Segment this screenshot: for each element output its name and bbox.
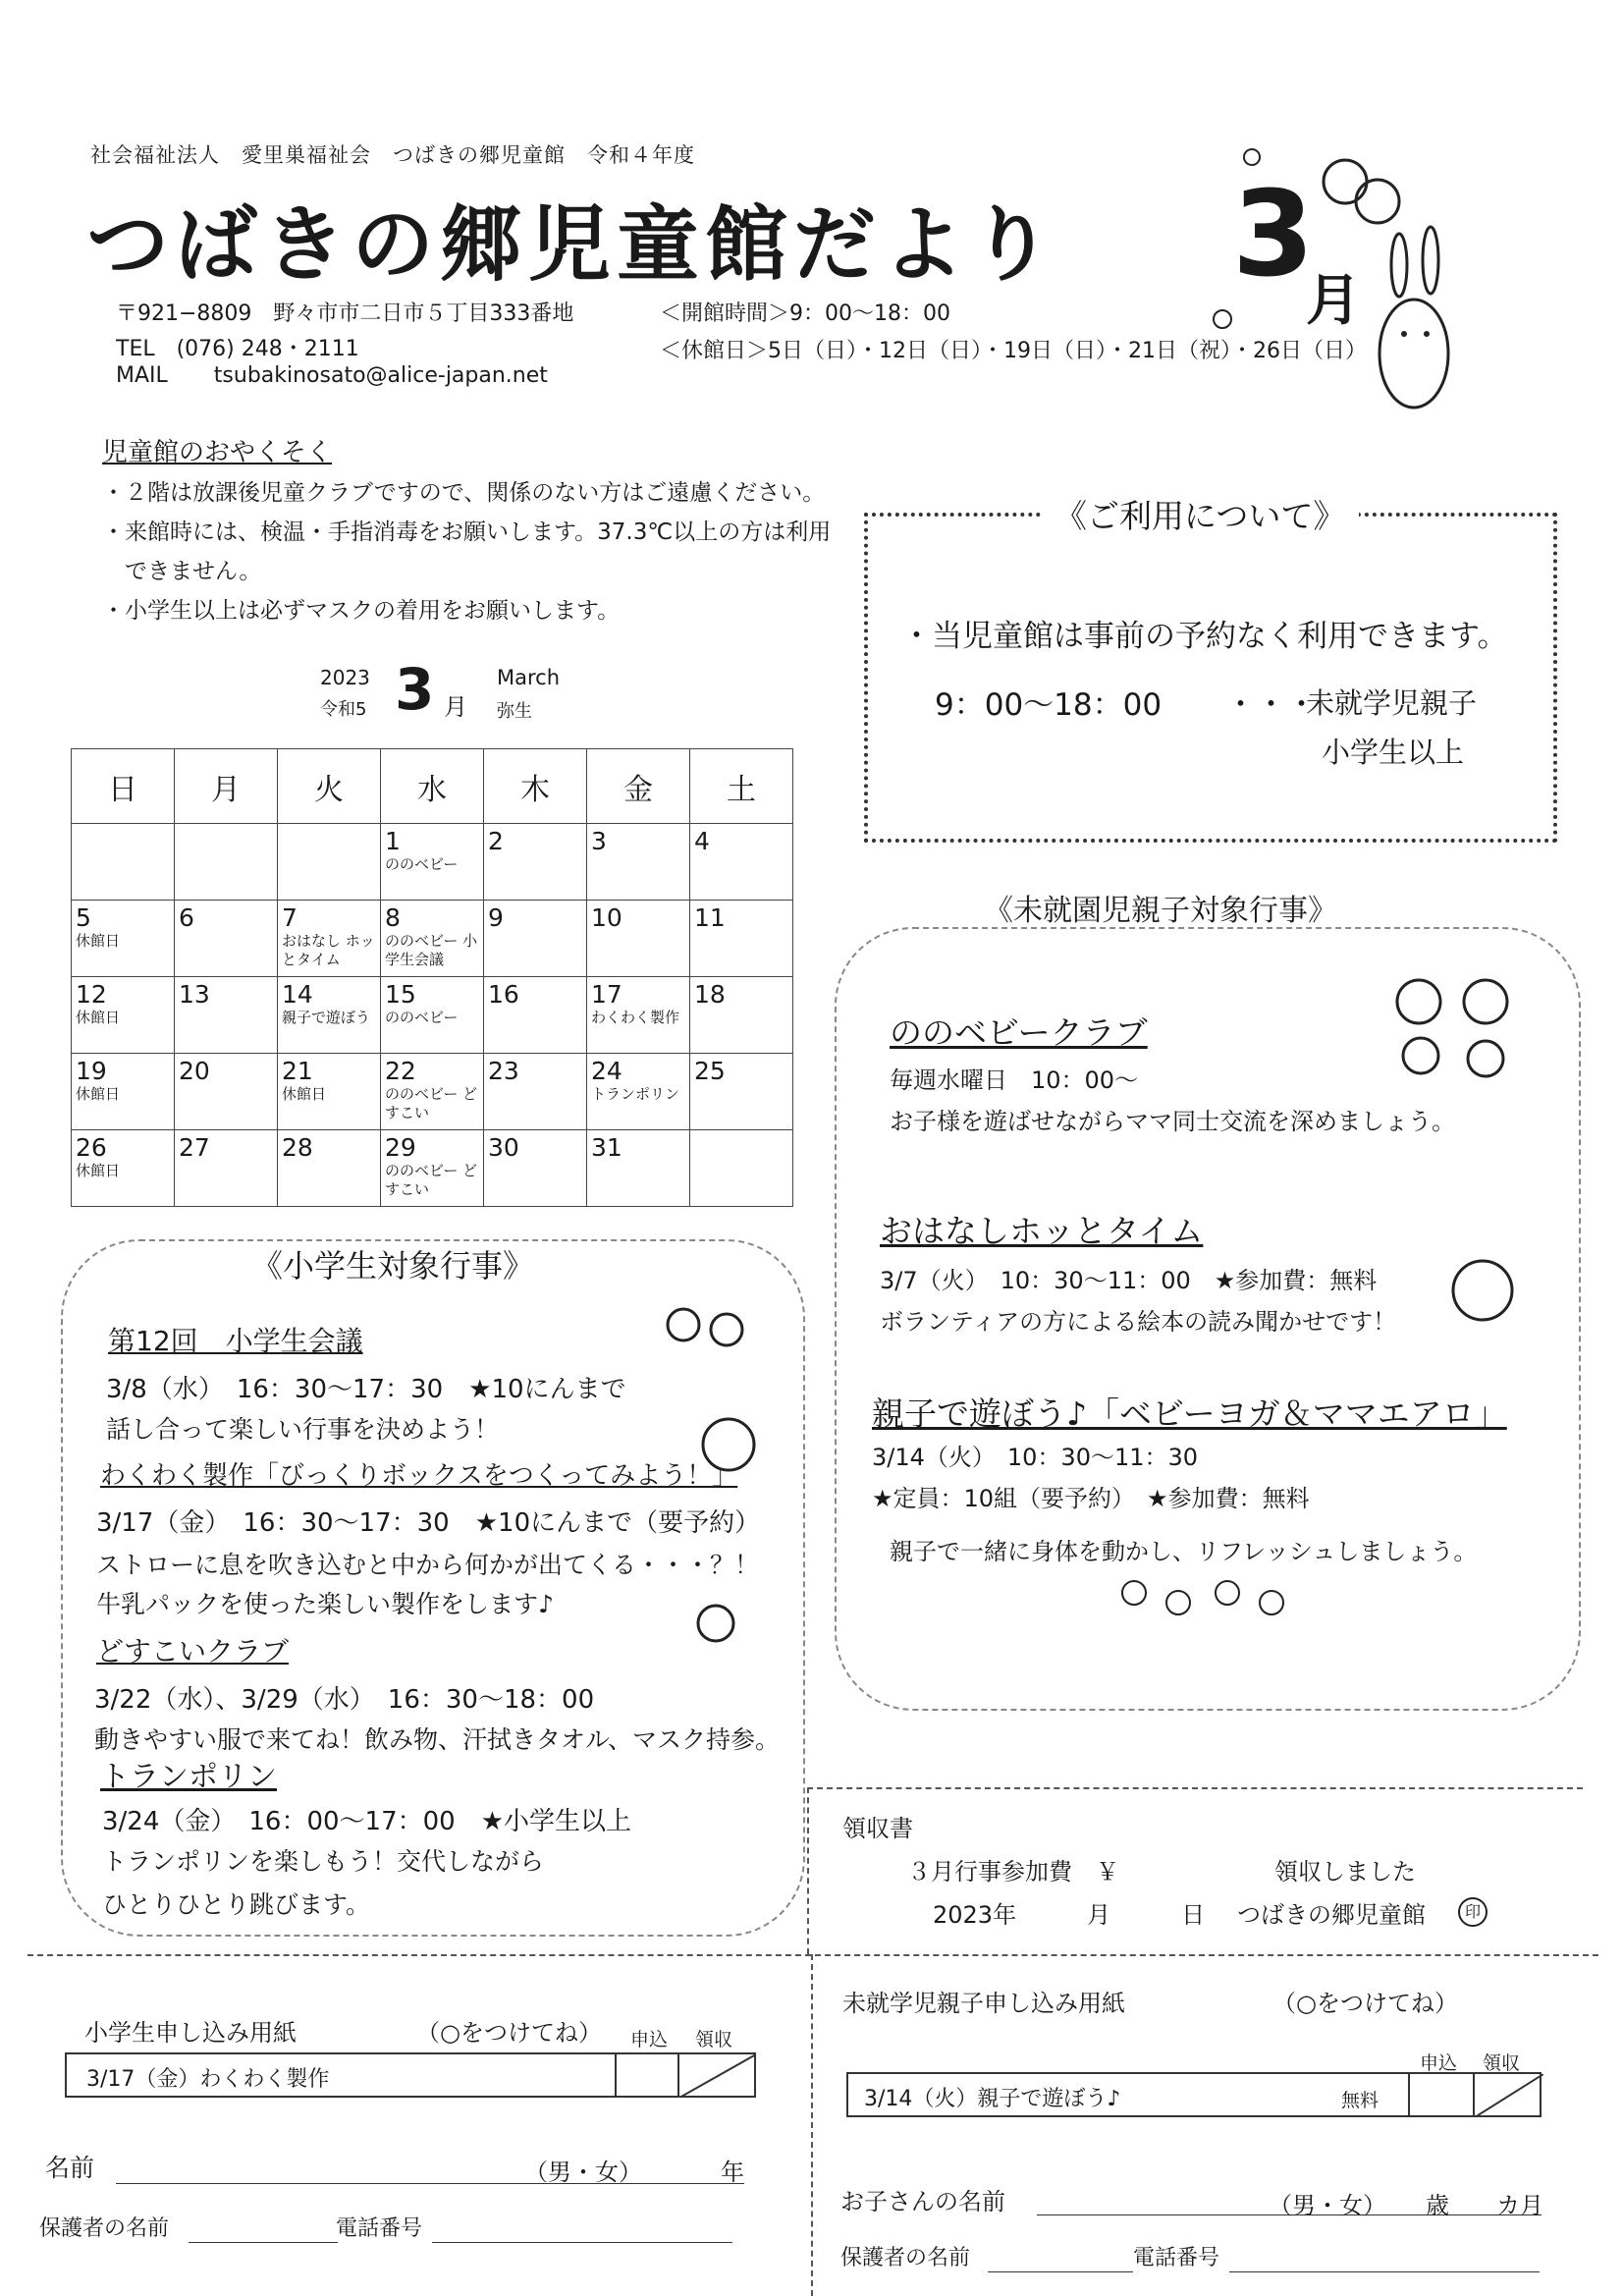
day-number: 22	[385, 1057, 416, 1085]
event-detail: トランポリンを楽しもう！交代しながら	[102, 1847, 545, 1876]
elementary-form-note: （○をつけてね）	[416, 2019, 602, 2047]
event-detail: ストローに息を吹き込むと中から何かが出てくる・・・？！	[96, 1551, 760, 1579]
event-dosukoi: どすこいクラブ	[96, 1635, 290, 1667]
day-number: 1	[385, 827, 401, 855]
day-number: 13	[179, 980, 210, 1009]
day-cell	[484, 824, 587, 901]
event-detail: 親子で一緒に身体を動かし、リフレッシュしましょう。	[890, 1538, 1478, 1565]
day-cell	[278, 1054, 381, 1130]
day-event: ののベビー	[385, 855, 459, 873]
form-guardian-field[interactable]	[988, 2251, 1133, 2272]
weekday-sat: 土	[690, 749, 793, 824]
day-event: わくわく製作	[591, 1009, 680, 1026]
event-detail: 3/14（火） 10：30〜11：30	[872, 1444, 1199, 1471]
weekday-wed: 水	[381, 749, 484, 824]
receipt-received: 領収しました	[1274, 1858, 1416, 1886]
day-cell	[484, 1130, 587, 1207]
calendar-table	[71, 748, 793, 1207]
day-event: 親子で遊ぼう	[282, 1009, 371, 1026]
newsletter-title: つばきの郷児童館だより	[86, 196, 1059, 293]
day-cell	[175, 1130, 278, 1207]
rule-item: ・２階は放課後児童クラブですので、関係のない方はご遠慮ください。	[102, 480, 826, 506]
day-cell	[484, 1054, 587, 1130]
month-number: 3	[1232, 167, 1315, 303]
organization-line: 社会福祉法人 愛里巣福祉会 つばきの郷児童館 令和４年度	[90, 143, 695, 167]
form-phone-label: 電話番号	[336, 2216, 423, 2241]
day-event: 休館日	[282, 1085, 327, 1103]
day-cell	[175, 1054, 278, 1130]
receipt-cut-line-vertical	[807, 1787, 809, 1954]
calendar-month-old: 弥生	[497, 701, 532, 722]
day-cell	[690, 901, 793, 977]
event-detail: お子様を遊ばせながらママ同士交流を深めましょう。	[890, 1108, 1455, 1135]
day-number: 17	[591, 980, 622, 1009]
day-cell	[278, 977, 381, 1054]
calendar-month-kanji: 月	[444, 693, 467, 721]
weekday-fri: 金	[587, 749, 690, 824]
form-event-fee: 無料	[1341, 2090, 1380, 2111]
form-apply-col: 申込	[1420, 2052, 1458, 2074]
day-number: 3	[591, 827, 607, 855]
event-detail: 3/7（火） 10：30〜11：00 ★参加費：無料	[880, 1267, 1378, 1294]
week-row	[72, 1130, 793, 1207]
day-event: 休館日	[76, 1085, 121, 1103]
form-gender[interactable]: （男・女）	[524, 2159, 642, 2186]
day-number: 6	[179, 903, 194, 932]
week-row	[72, 977, 793, 1054]
hina-rabbit-illustration-icon	[1203, 137, 1468, 422]
day-cell	[72, 901, 175, 977]
receipt-fee-label: ３月行事参加費 ￥	[907, 1858, 1119, 1886]
day-cell	[587, 901, 690, 977]
day-cell	[278, 1130, 381, 1207]
day-cell	[587, 1054, 690, 1130]
day-number: 28	[282, 1133, 313, 1162]
day-cell	[381, 977, 484, 1054]
day-cell	[72, 977, 175, 1054]
day-number: 30	[488, 1133, 519, 1162]
day-number: 14	[282, 980, 313, 1009]
preschool-form-note: （○をつけてね）	[1272, 1990, 1458, 2017]
receipt-issuer: つばきの郷児童館	[1237, 1901, 1426, 1929]
day-event: ののベビー どすこい	[385, 1162, 478, 1198]
usage-target-preschool: 未就学児親子	[1306, 686, 1478, 720]
form-guardian-label: 保護者の名前	[39, 2216, 170, 2241]
form-phone-label: 電話番号	[1133, 2246, 1220, 2270]
day-cell	[381, 824, 484, 901]
day-number: 21	[282, 1057, 313, 1085]
form-child-name-label: お子さんの名前	[840, 2188, 1005, 2215]
day-number: 12	[76, 980, 107, 1009]
event-detail: ★定員：10組（要予約） ★参加費：無料	[872, 1485, 1310, 1512]
day-number: 16	[488, 980, 519, 1009]
day-cell	[381, 901, 484, 977]
event-trampoline: トランポリン	[100, 1760, 277, 1794]
day-number: 5	[76, 903, 91, 932]
cut-line-vertical	[811, 1954, 813, 2296]
rule-item: ・来館時には、検温・手指消毒をお願いします。37.3℃以上の方は利用	[102, 519, 832, 545]
day-event: 休館日	[76, 932, 121, 950]
day-cell	[175, 824, 278, 901]
mail-label: MAIL	[116, 363, 168, 388]
usage-time: 9：00〜18：00	[935, 687, 1163, 723]
rule-item: できません。	[102, 559, 262, 584]
telephone: TEL (076) 248・2111	[116, 337, 359, 361]
day-event: おはなし ホッとタイム	[282, 932, 375, 968]
receipt-cut-line	[807, 1787, 1583, 1789]
rules-heading: 児童館のおやくそく	[102, 438, 333, 467]
event-detail: 動きやすい服で来てね！飲み物、汗拭きタオル、マスク持参。	[94, 1725, 781, 1754]
day-cell	[484, 977, 587, 1054]
week-row	[72, 824, 793, 901]
day-number: 15	[385, 980, 416, 1009]
usage-target-elementary: 小学生以上	[1322, 736, 1465, 769]
day-event: ののベビー 小学生会議	[385, 932, 478, 968]
rules-list	[102, 473, 868, 630]
calendar-month: 3	[395, 656, 435, 723]
day-number: 8	[385, 903, 401, 932]
day-event: 休館日	[76, 1162, 121, 1179]
day-number: 25	[694, 1057, 726, 1085]
form-apply-col: 申込	[630, 2029, 669, 2050]
form-name-field[interactable]	[116, 2160, 744, 2184]
day-number: 18	[694, 980, 726, 1009]
weekday-thu: 木	[484, 749, 587, 824]
event-children-meeting: 第12回 小学生会議	[108, 1325, 363, 1357]
elementary-section-title: 《小学生対象行事》	[251, 1247, 535, 1285]
day-number: 23	[488, 1057, 519, 1085]
day-number: 27	[179, 1133, 210, 1162]
event-detail: 毎週水曜日 10：00〜	[890, 1066, 1139, 1094]
day-cell	[278, 901, 381, 977]
day-event: トランポリン	[591, 1085, 680, 1103]
form-age: 歳 カ月	[1426, 2192, 1543, 2219]
day-number: 31	[591, 1133, 622, 1162]
usage-info-title: 《ご利用について》	[1041, 491, 1359, 537]
mail-address[interactable]: tsubakinosato@alice-japan.net	[213, 363, 548, 388]
day-cell	[381, 1130, 484, 1207]
day-cell	[175, 901, 278, 977]
form-grade: 年	[721, 2159, 744, 2186]
day-cell	[72, 824, 175, 901]
form-phone-field[interactable]	[1229, 2251, 1540, 2272]
usage-info-line: ・当児童館は事前の予約なく利用できます。	[901, 619, 1508, 654]
event-wakuwaku: わくわく製作「びっくりボックスをつくってみよう！」	[100, 1461, 738, 1491]
form-gender[interactable]: （男・女）	[1269, 2192, 1386, 2219]
calendar-year: 2023	[320, 666, 370, 689]
form-apply-checkbox[interactable]	[630, 2052, 670, 2098]
day-number: 7	[282, 903, 298, 932]
preschool-form-title: 未就学児親子申し込み用紙	[842, 1990, 1125, 2017]
week-row	[72, 1054, 793, 1130]
event-detail: 話し合って楽しい行事を決めよう！	[106, 1415, 500, 1444]
storyteller-illustration-icon	[1445, 1253, 1520, 1332]
parent-child-illustration-icon	[1380, 972, 1527, 1100]
children-illustration-icon	[656, 1300, 764, 1398]
form-guardian-label: 保護者の名前	[840, 2246, 971, 2270]
day-number: 10	[591, 903, 622, 932]
calendar-month-en: March	[497, 666, 561, 689]
seal-stamp-icon: 印	[1458, 1897, 1488, 1927]
event-ohanashi: おはなしホッとタイム	[880, 1212, 1204, 1250]
form-apply-checkbox[interactable]	[1408, 2072, 1469, 2117]
event-detail: ひとりひとり跳びます。	[102, 1890, 371, 1919]
event-detail: 3/22（水）、3/29（水） 16：30〜18：00	[94, 1685, 595, 1715]
calendar-era: 令和5	[320, 699, 367, 720]
day-cell	[72, 1130, 175, 1207]
event-detail: 3/17（金） 16：30〜17：30 ★10にんまで（要予約）	[96, 1508, 761, 1538]
day-cell	[72, 1054, 175, 1130]
day-number: 24	[591, 1057, 622, 1085]
elementary-form-title: 小学生申し込み用紙	[84, 2019, 297, 2047]
day-number: 2	[488, 827, 504, 855]
receipt-date: 2023年 月 日	[933, 1901, 1206, 1929]
day-cell	[175, 977, 278, 1054]
weekday-row	[72, 749, 793, 824]
preschool-section-title: 《未就園児親子対象行事》	[984, 894, 1337, 928]
receipt-title: 領収書	[842, 1815, 913, 1842]
day-cell	[587, 977, 690, 1054]
day-number: 9	[488, 903, 504, 932]
usage-info-box	[864, 513, 1557, 843]
day-event: ののベビー どすこい	[385, 1085, 478, 1121]
form-receipt-col: 領収	[695, 2029, 733, 2050]
day-number: 20	[179, 1057, 210, 1085]
event-detail: 3/8（水） 16：30〜17：30 ★10にんまで	[106, 1375, 626, 1404]
event-oyako: 親子で遊ぼう♪「ベビーヨガ＆ママエアロ」	[872, 1394, 1507, 1433]
weekday-sun: 日	[72, 749, 175, 824]
day-number: 19	[76, 1057, 107, 1085]
dancing-people-illustration-icon	[1105, 1573, 1301, 1691]
day-number: 4	[694, 827, 710, 855]
day-cell	[587, 1130, 690, 1207]
day-cell	[690, 1054, 793, 1130]
day-cell	[690, 1130, 793, 1207]
day-cell	[690, 977, 793, 1054]
form-name-label: 名前	[45, 2154, 95, 2182]
day-cell	[484, 901, 587, 977]
day-cell	[278, 824, 381, 901]
day-event: 休館日	[76, 1009, 121, 1026]
weekday-tue: 火	[278, 749, 381, 824]
month-kanji: 月	[1306, 269, 1361, 333]
form-receipt-col: 領収	[1483, 2052, 1521, 2074]
day-number: 11	[694, 903, 726, 932]
weekday-mon: 月	[175, 749, 278, 824]
postal-address: 〒921−8809 野々市市二日市５丁目333番地	[116, 301, 574, 326]
rule-item: ・小学生以上は必ずマスクの着用をお願いします。	[102, 598, 621, 624]
event-detail: ボランティアの方による絵本の読み聞かせです！	[880, 1308, 1397, 1336]
opening-hours: ＜開館時間＞9：00〜18：00	[660, 301, 950, 326]
cut-line	[27, 1954, 1598, 1956]
form-guardian-field[interactable]	[189, 2221, 338, 2243]
day-number: 29	[385, 1133, 416, 1162]
event-nono-baby-club: ののベビークラブ	[890, 1013, 1148, 1052]
form-phone-field[interactable]	[432, 2221, 732, 2243]
week-row	[72, 901, 793, 977]
form-event-name: 3/14（火）親子で遊ぼう♪	[864, 2087, 1121, 2111]
sumo-illustration-icon	[672, 1599, 760, 1677]
day-cell	[587, 824, 690, 901]
closed-days: ＜休館日＞5日（日）・12日（日）・19日（日）・21日（祝）・26日（日）	[660, 339, 1367, 363]
day-cell	[381, 1054, 484, 1130]
form-event-name: 3/17（金）わくわく製作	[86, 2067, 330, 2092]
day-event: ののベビー	[385, 1009, 459, 1026]
usage-dots: ・・・	[1225, 687, 1317, 723]
day-cell	[690, 824, 793, 901]
day-number: 26	[76, 1133, 107, 1162]
event-detail: 3/24（金） 16：00〜17：00 ★小学生以上	[102, 1807, 632, 1836]
event-detail: 牛乳パックを使った楽しい製作をします♪	[96, 1590, 554, 1618]
